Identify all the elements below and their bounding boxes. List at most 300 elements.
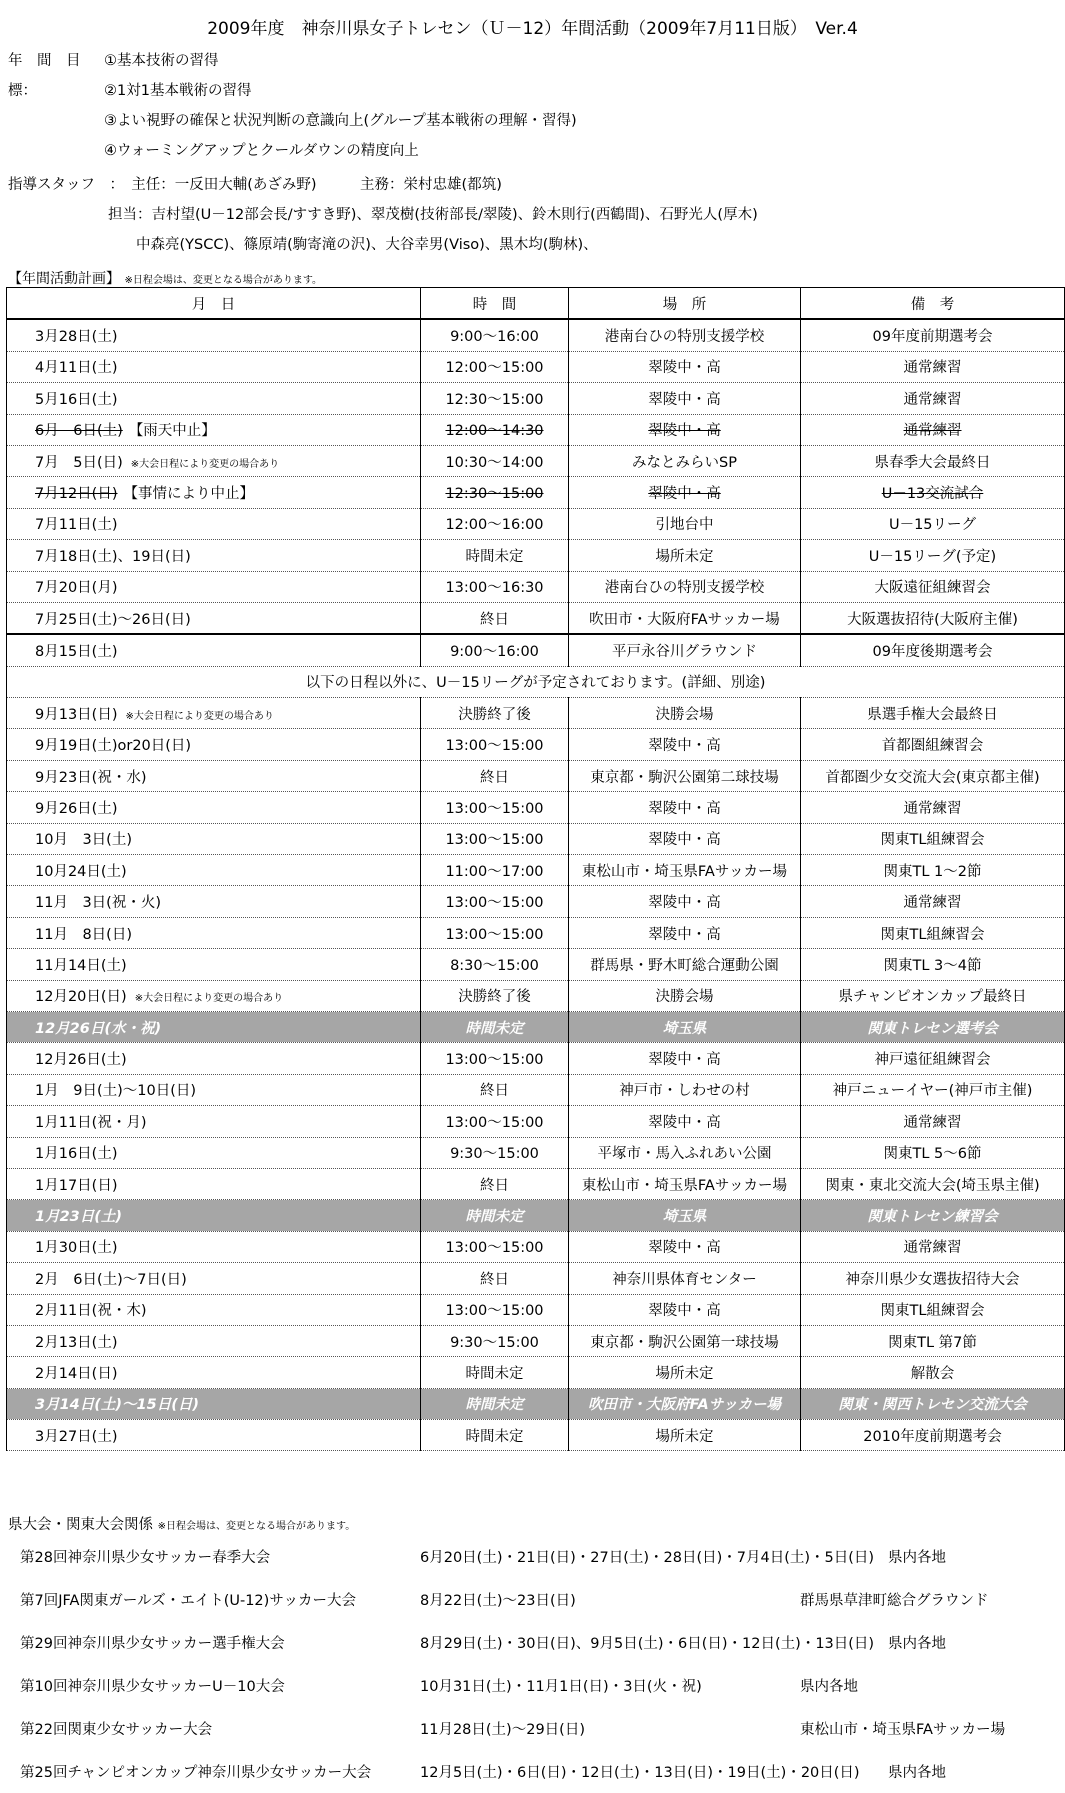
date-cell	[7, 383, 421, 414]
date-text: 9月19日(土)or20日(日)	[35, 738, 192, 755]
time-cell-text: 時間未定	[465, 1020, 524, 1037]
date-cell	[7, 1388, 421, 1419]
header-date: 月 日	[7, 288, 421, 320]
note-cell	[801, 319, 1065, 351]
place-cell	[569, 698, 801, 729]
note-cell-text: 通常練習	[903, 423, 962, 440]
table-row	[7, 1106, 1065, 1137]
time-cell-text: 時間未定	[465, 1365, 524, 1382]
change-note: ※大会日程により変更の場合あり	[130, 458, 280, 470]
place-cell-text: 翠陵中・高	[648, 1114, 721, 1131]
table-row	[7, 351, 1065, 382]
place-cell-text: 東京都・駒沢公園第一球技場	[590, 1334, 779, 1351]
date-text: 4月11日(土)	[35, 360, 118, 377]
table-row	[7, 477, 1065, 508]
date-text: 12月26日(水・祝)	[35, 1020, 162, 1037]
time-cell	[421, 886, 569, 917]
date-text: 3月27日(土)	[35, 1428, 118, 1445]
time-cell-text: 12:00～14:30	[445, 423, 544, 440]
date-text: 2月11日(祝・木)	[35, 1303, 147, 1320]
time-cell-text: 決勝終了後	[458, 706, 531, 723]
date-cell	[7, 602, 421, 634]
note-cell	[801, 1137, 1065, 1168]
date-cell	[7, 949, 421, 980]
table-row	[7, 319, 1065, 351]
place-cell	[569, 1011, 801, 1042]
time-cell-text: 時間未定	[465, 1428, 524, 1445]
place-cell-text: 場所未定	[655, 548, 714, 565]
date-text: 1月23日(土)	[35, 1209, 123, 1226]
place-cell	[569, 1137, 801, 1168]
place-cell-text: 吹田市・大阪府FAサッカー場	[588, 1397, 781, 1414]
table-row	[7, 980, 1065, 1011]
table-row	[7, 445, 1065, 476]
time-cell-text: 13:00～15:00	[445, 1052, 544, 1069]
table-row	[7, 414, 1065, 445]
note-cell	[801, 602, 1065, 634]
goal-item: ③よい視野の確保と状況判断の意識向上(グループ基本戦術の理解・習得)	[104, 113, 577, 129]
place-cell-text: 翠陵中・高	[648, 832, 721, 849]
place-cell	[569, 729, 801, 760]
date-text: 9月13日(日)	[35, 706, 118, 723]
table-row	[7, 1294, 1065, 1325]
place-cell	[569, 886, 801, 917]
note-cell	[801, 949, 1065, 980]
date-text: 2月14日(日)	[35, 1365, 118, 1382]
time-cell-text: 時間未定	[465, 1397, 524, 1414]
tournament-venue: 県内各地	[888, 1765, 946, 1781]
time-cell	[421, 319, 569, 351]
place-cell	[569, 634, 801, 666]
table-row	[7, 855, 1065, 886]
status-remark: 【事情により中止】	[123, 486, 254, 503]
time-cell-text: 終日	[480, 1083, 509, 1100]
time-cell-text: 12:30～15:00	[445, 391, 544, 408]
tournament-dates: 10月31日(土)・11月1日(日)・3日(火・祝)	[420, 1679, 702, 1695]
time-cell-text: 11:00～17:00	[445, 863, 544, 880]
table-row	[7, 571, 1065, 602]
table-row	[7, 540, 1065, 571]
date-cell	[7, 729, 421, 760]
table-row	[7, 823, 1065, 854]
note-cell-text: 関東TL組練習会	[880, 1303, 985, 1320]
date-text: 11月 8日(日)	[35, 926, 132, 943]
time-cell-text: 12:00～16:00	[445, 517, 544, 534]
place-cell-text: 決勝会場	[655, 989, 714, 1006]
time-cell	[421, 949, 569, 980]
note-cell-text: 関東トレセン練習会	[867, 1209, 998, 1226]
time-cell	[421, 477, 569, 508]
place-cell-text: 東松山市・埼玉県FAサッカー場	[581, 863, 788, 880]
tournament-name: 第25回チャンピオンカップ神奈川県少女サッカー大会	[20, 1765, 372, 1781]
place-cell-text: 場所未定	[655, 1365, 714, 1382]
note-cell-text: 首都圏組練習会	[881, 738, 984, 755]
date-text: 7月 5日(日)	[35, 454, 123, 471]
table-row	[7, 1231, 1065, 1262]
date-text: 12月20日(日)	[35, 989, 127, 1006]
date-text: 2月 6日(土)～7日(日)	[35, 1271, 187, 1288]
time-cell	[421, 1420, 569, 1451]
note-cell	[801, 477, 1065, 508]
time-cell	[421, 1074, 569, 1105]
place-cell-text: 翠陵中・高	[648, 391, 721, 408]
tournament-row	[0, 1534, 1065, 1577]
date-text: 7月12日(日)	[35, 486, 118, 503]
table-row	[7, 760, 1065, 791]
place-cell-text: 群馬県・野木町総合運動公園	[590, 957, 779, 974]
date-text: 12月26日(土)	[35, 1052, 127, 1069]
date-text: 1月11日(祝・月)	[35, 1114, 147, 1131]
date-text: 8月15日(土)	[35, 643, 118, 660]
note-cell	[801, 1168, 1065, 1199]
tournament-row	[0, 1663, 1065, 1706]
table-row	[7, 1168, 1065, 1199]
date-cell	[7, 571, 421, 602]
goal-item: ④ウォーミングアップとクールダウンの精度向上	[104, 143, 419, 159]
place-cell-text: 翠陵中・高	[648, 360, 721, 377]
place-cell	[569, 980, 801, 1011]
time-cell	[421, 1325, 569, 1356]
time-cell	[421, 917, 569, 948]
place-cell	[569, 351, 801, 382]
tournament-name: 第28回神奈川県少女サッカー春季大会	[20, 1550, 271, 1566]
table-row	[7, 1043, 1065, 1074]
date-cell	[7, 760, 421, 791]
place-cell	[569, 319, 801, 351]
date-text: 11月 3日(祝・火)	[35, 895, 161, 912]
place-cell-text: 東京都・駒沢公園第二球技場	[590, 769, 779, 786]
note-cell-text: U－15リーグ(予定)	[868, 548, 997, 565]
time-cell	[421, 698, 569, 729]
time-cell	[421, 1043, 569, 1074]
date-cell	[7, 1106, 421, 1137]
place-cell	[569, 760, 801, 791]
time-cell	[421, 1357, 569, 1388]
date-text: 2月13日(土)	[35, 1334, 118, 1351]
place-cell-text: 埼玉県	[662, 1020, 707, 1037]
place-cell	[569, 445, 801, 476]
time-cell	[421, 760, 569, 791]
time-cell-text: 13:00～15:00	[445, 926, 544, 943]
staff-section	[8, 170, 758, 260]
time-cell	[421, 1200, 569, 1231]
time-cell-text: 13:00～15:00	[445, 832, 544, 849]
note-cell-text: 神戸ニューイヤー(神戸市主催)	[832, 1083, 1033, 1100]
table-row	[7, 729, 1065, 760]
date-cell	[7, 319, 421, 351]
time-cell-text: 13:00～16:30	[445, 580, 544, 597]
date-text: 3月28日(土)	[35, 329, 118, 346]
tournament-row	[0, 1749, 1065, 1792]
place-cell-text: 翠陵中・高	[648, 800, 721, 817]
date-text: 6月 6日(土)	[35, 423, 123, 440]
schedule-body	[7, 319, 1065, 1451]
time-cell	[421, 1294, 569, 1325]
place-cell	[569, 917, 801, 948]
tournament-row	[0, 1620, 1065, 1663]
tournament-dates: 8月22日(土)～23日(日)	[420, 1593, 576, 1609]
place-cell-text: 翠陵中・高	[648, 738, 721, 755]
place-cell	[569, 1420, 801, 1451]
status-remark: 【雨天中止】	[128, 423, 216, 440]
table-row	[7, 383, 1065, 414]
note-cell-text: 通常練習	[903, 1240, 962, 1257]
note-cell	[801, 1357, 1065, 1388]
time-cell-text: 12:00～15:00	[445, 360, 544, 377]
note-cell	[801, 729, 1065, 760]
kanto-title: 県大会・関東大会関係	[8, 1517, 153, 1533]
note-cell	[801, 886, 1065, 917]
note-cell-text: 大阪選抜招待(大阪府主催)	[847, 611, 1018, 628]
date-text: 9月23日(祝・水)	[35, 769, 147, 786]
place-cell-text: 港南台ひの特別支援学校	[604, 329, 765, 346]
table-row	[7, 917, 1065, 948]
date-cell	[7, 698, 421, 729]
time-cell	[421, 729, 569, 760]
time-cell-text: 10:30～14:00	[445, 454, 544, 471]
note-cell-text: 関東TL 5～6節	[883, 1146, 982, 1163]
place-cell	[569, 477, 801, 508]
tournament-row	[0, 1706, 1065, 1749]
header-place: 場 所	[569, 288, 801, 320]
date-cell	[7, 1357, 421, 1388]
note-cell-text: 関東トレセン選考会	[867, 1020, 998, 1037]
note-cell-text: 通常練習	[903, 391, 962, 408]
table-row	[7, 792, 1065, 823]
note-cell-text: 通常練習	[903, 800, 962, 817]
tournament-venue: 東松山市・埼玉県FAサッカー場	[800, 1722, 1006, 1738]
note-cell-text: 神奈川県少女選抜招待大会	[845, 1271, 1020, 1288]
tournament-venue: 群馬県草津町総合グラウンド	[800, 1593, 989, 1609]
place-cell-text: 引地台中	[655, 517, 714, 534]
date-cell	[7, 540, 421, 571]
date-text: 10月 3日(土)	[35, 832, 132, 849]
place-cell	[569, 414, 801, 445]
place-cell	[569, 949, 801, 980]
place-cell-text: 平塚市・馬入ふれあい公園	[597, 1146, 772, 1163]
place-cell-text: 翠陵中・高	[648, 1303, 721, 1320]
note-cell-text: 関東TL組練習会	[880, 832, 985, 849]
note-cell-text: 大阪遠征組練習会	[874, 580, 991, 597]
time-cell	[421, 445, 569, 476]
table-row	[7, 634, 1065, 666]
place-cell	[569, 540, 801, 571]
place-cell	[569, 823, 801, 854]
table-row	[7, 1011, 1065, 1042]
time-cell-text: 13:00～15:00	[445, 1114, 544, 1131]
place-cell-text: 吹田市・大阪府FAサッカー場	[589, 611, 780, 628]
date-cell	[7, 1074, 421, 1105]
staff-line: 指導スタッフ ： 主任：一反田大輔(あざみ野) 主務：栄村忠雄(都筑)	[8, 177, 502, 193]
place-cell-text: 埼玉県	[662, 1209, 707, 1226]
note-cell	[801, 1200, 1065, 1231]
table-row	[7, 698, 1065, 729]
date-cell	[7, 477, 421, 508]
note-cell-text: 通常練習	[903, 360, 962, 377]
time-cell-text: 終日	[480, 1271, 509, 1288]
time-cell-text: 12:30～15:00	[445, 486, 544, 503]
date-cell	[7, 1263, 421, 1294]
place-cell	[569, 855, 801, 886]
note-cell-text: 県春季大会最終日	[874, 454, 991, 471]
note-cell	[801, 698, 1065, 729]
place-cell	[569, 1388, 801, 1419]
note-cell-text: 09年度前期選考会	[872, 329, 993, 346]
time-cell	[421, 1011, 569, 1042]
date-cell	[7, 917, 421, 948]
note-cell-text: 神戸遠征組練習会	[874, 1052, 991, 1069]
time-cell-text: 9:00～16:00	[450, 329, 539, 346]
time-cell-text: 終日	[480, 1177, 509, 1194]
place-cell	[569, 1294, 801, 1325]
note-cell	[801, 571, 1065, 602]
place-cell-text: 翠陵中・高	[648, 423, 721, 440]
note-cell-text: 関東TL 3～4節	[883, 957, 982, 974]
note-cell-text: 関東・東北交流大会(埼玉県主催)	[825, 1177, 1040, 1194]
date-cell	[7, 1420, 421, 1451]
time-cell-text: 13:00～15:00	[445, 738, 544, 755]
note-cell	[801, 1420, 1065, 1451]
change-note: ※大会日程により変更の場合あり	[134, 993, 284, 1005]
date-text: 1月30日(土)	[35, 1240, 118, 1257]
note-cell	[801, 383, 1065, 414]
date-text: 7月11日(土)	[35, 517, 118, 534]
date-text: 5月16日(土)	[35, 391, 118, 408]
place-cell-text: 神奈川県体育センター	[612, 1271, 757, 1288]
date-cell	[7, 1294, 421, 1325]
date-cell	[7, 980, 421, 1011]
date-cell	[7, 1200, 421, 1231]
table-header-row	[7, 288, 1065, 320]
tournament-name: 第29回神奈川県少女サッカー選手権大会	[20, 1636, 285, 1652]
tournament-venue: 県内各地	[888, 1636, 946, 1652]
place-cell-text: 翠陵中・高	[648, 1240, 721, 1257]
note-cell	[801, 1011, 1065, 1042]
place-cell	[569, 792, 801, 823]
time-cell	[421, 980, 569, 1011]
date-text: 1月17日(日)	[35, 1177, 118, 1194]
place-cell	[569, 1074, 801, 1105]
goal-item: ①基本技術の習得	[104, 53, 219, 69]
time-cell	[421, 602, 569, 634]
staff-line: 担当：吉村望(U－12部会長/すすき野)、翠茂樹(技術部長/翠陵)、鈴木則行(西鶴間)、石野光人(厚木)	[108, 207, 758, 223]
time-cell-text: 終日	[480, 769, 509, 786]
note-cell-text: 通常練習	[903, 1114, 962, 1131]
time-cell	[421, 1106, 569, 1137]
note-cell	[801, 1043, 1065, 1074]
tournament-venue: 県内各地	[888, 1550, 946, 1566]
place-cell	[569, 1231, 801, 1262]
note-cell	[801, 823, 1065, 854]
place-cell-text: 決勝会場	[655, 706, 714, 723]
date-cell	[7, 886, 421, 917]
table-row	[7, 949, 1065, 980]
tournament-dates: 12月5日(土)・6日(日)・12日(土)・13日(日)・19日(土)・20日(日)	[420, 1765, 860, 1781]
time-cell	[421, 823, 569, 854]
note-cell-text: 県選手権大会最終日	[867, 706, 998, 723]
time-cell-text: 9:30～15:00	[450, 1146, 539, 1163]
date-cell	[7, 1043, 421, 1074]
note-cell-text: 首都圏少女交流大会(東京都主催)	[825, 769, 1040, 786]
time-cell-text: 13:00～15:00	[445, 1303, 544, 1320]
time-cell-text: 時間未定	[465, 548, 524, 565]
note-cell	[801, 1263, 1065, 1294]
table-row	[7, 1200, 1065, 1231]
date-cell	[7, 1011, 421, 1042]
header-time: 時 間	[421, 288, 569, 320]
time-cell	[421, 1263, 569, 1294]
place-cell	[569, 1325, 801, 1356]
time-cell	[421, 792, 569, 823]
note-cell	[801, 508, 1065, 539]
place-cell	[569, 1168, 801, 1199]
date-cell	[7, 823, 421, 854]
place-cell-text: 翠陵中・高	[648, 895, 721, 912]
goal-item: ②1対1基本戦術の習得	[104, 83, 252, 99]
note-cell	[801, 540, 1065, 571]
note-cell	[801, 760, 1065, 791]
note-cell	[801, 1106, 1065, 1137]
place-cell-text: 平戸永谷川グラウンド	[612, 643, 757, 660]
place-cell-text: 翠陵中・高	[648, 926, 721, 943]
page-title: 2009年度 神奈川県女子トレセン（Ｕ－12）年間活動（2009年7月11日版） Ver.4	[207, 19, 858, 39]
date-cell	[7, 1231, 421, 1262]
place-cell	[569, 1263, 801, 1294]
time-cell-text: 9:30～15:00	[450, 1334, 539, 1351]
table-row	[7, 666, 1065, 697]
place-cell-text: 神戸市・しわせの村	[619, 1083, 750, 1100]
date-text: 10月24日(土)	[35, 863, 127, 880]
place-cell-text: 場所未定	[655, 1428, 714, 1445]
time-cell-text: 決勝終了後	[458, 989, 531, 1006]
date-cell	[7, 414, 421, 445]
date-text: 9月26日(土)	[35, 800, 118, 817]
schedule-table	[6, 287, 1065, 1451]
note-cell-text: 2010年度前期選考会	[863, 1428, 1002, 1445]
note-cell	[801, 792, 1065, 823]
tournament-list	[0, 1534, 1065, 1792]
tournament-name: 第10回神奈川県少女サッカーU－10大会	[20, 1679, 285, 1695]
tournament-venue: 県内各地	[800, 1679, 858, 1695]
time-cell-text: 時間未定	[465, 1209, 524, 1226]
time-cell	[421, 1388, 569, 1419]
time-cell	[421, 383, 569, 414]
time-cell-text: 13:00～15:00	[445, 895, 544, 912]
date-text: 7月18日(土)、19日(日)	[35, 548, 191, 565]
note-cell-text: 通常練習	[903, 895, 962, 912]
place-cell	[569, 508, 801, 539]
date-cell	[7, 792, 421, 823]
time-cell	[421, 1137, 569, 1168]
tournament-dates: 11月28日(土)～29日(日)	[420, 1722, 585, 1738]
note-cell-text: U－13交流試合	[881, 486, 984, 503]
note-cell-text: 関東・関西トレセン交流大会	[838, 1397, 1027, 1414]
date-text: 1月 9日(土)～10日(日)	[35, 1083, 197, 1100]
table-row	[7, 886, 1065, 917]
table-row	[7, 508, 1065, 539]
note-cell	[801, 1388, 1065, 1419]
note-cell	[801, 917, 1065, 948]
annual-goals	[8, 46, 577, 166]
time-cell	[421, 571, 569, 602]
place-cell-text: 翠陵中・高	[648, 486, 721, 503]
date-cell	[7, 1168, 421, 1199]
staff-line: 中森亮(YSCC)、篠原靖(駒寄滝の沢)、大谷幸男(Viso)、黒木均(駒林)、	[136, 237, 598, 253]
kanto-note: ※日程会場は、変更となる場合があります。	[157, 1521, 356, 1532]
time-cell-text: 9:00～16:00	[450, 643, 539, 660]
tournament-dates: 6月20日(土)・21日(日)・27日(土)・28日(日)・7月4日(土)・5日(日)	[420, 1550, 875, 1566]
note-cell	[801, 1074, 1065, 1105]
